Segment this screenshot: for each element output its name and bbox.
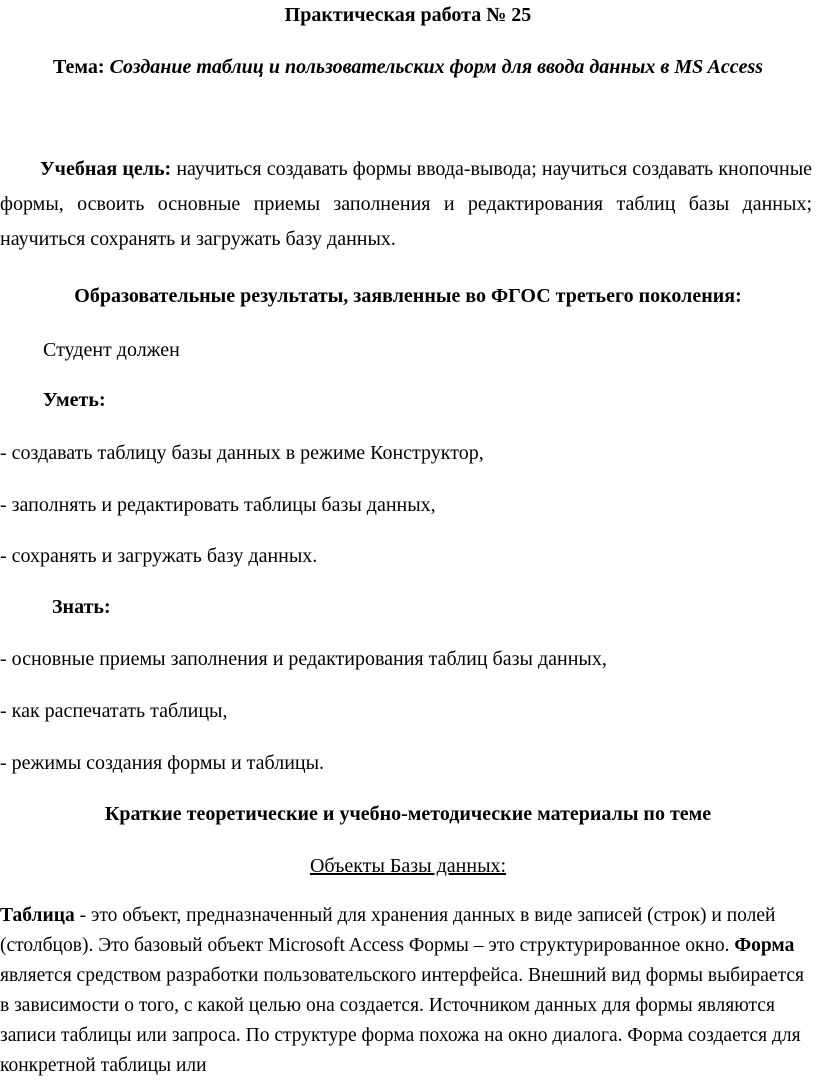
- topic-line: [0, 54, 816, 80]
- know-item: - режимы создания формы и таблицы.: [0, 752, 325, 774]
- results-heading: Образовательные результаты, заявленные во ФГОС третьего поколения:: [74, 285, 742, 307]
- theory-subheading: Объекты Базы данных:: [309, 855, 507, 877]
- topic-text: Создание таблиц и пользовательских форм для ввода данных в MS Access: [109, 56, 764, 78]
- can-label: Уметь:: [43, 389, 106, 411]
- can-item: - заполнять и редактировать таблицы базы данных,: [0, 494, 436, 516]
- can-item: - создавать таблицу базы данных в режиме Конструктор,: [0, 442, 484, 464]
- topic-label: Тема:: [52, 56, 105, 78]
- theory-text-1: - это объект, предназначенный для хранения данных в виде записей (строк) и полей (столбцов). Это базовый объект Microsoft Access Формы – это структурированное окно.: [0, 905, 776, 956]
- theory-paragraph: [0, 901, 812, 1081]
- student-line: Студент должен: [43, 339, 180, 361]
- theory-text-2: является средством разработки пользовательского интерфейса. Внешний вид формы выбирается в зависимости о того, с какой целью она создается. Источником данных для формы являются записи таблицы или запроса. По структуре форма похожа на окно диалога. Форма создается для конкретной таблицы или: [0, 965, 804, 1076]
- know-label: Знать:: [52, 596, 111, 618]
- know-item: - как распечатать таблицы,: [0, 700, 228, 722]
- can-item: - сохранять и загружать базу данных.: [0, 545, 318, 567]
- term-table: Таблица: [0, 905, 75, 926]
- document-title: Практическая работа № 25: [284, 4, 532, 26]
- term-form: Форма: [734, 935, 795, 956]
- goal-paragraph: [0, 152, 812, 257]
- know-item: - основные приемы заполнения и редактирования таблиц базы данных,: [0, 648, 607, 670]
- theory-heading: Краткие теоретические и учебно-методические материалы по теме: [104, 803, 712, 825]
- goal-text: научиться создавать формы ввода-вывода; научиться создавать кнопочные формы, освоить основные приемы заполнения и редактирования таблиц базы данных; научиться сохранять и загружать базу данных.: [0, 158, 813, 250]
- goal-label: Учебная цель:: [40, 158, 172, 180]
